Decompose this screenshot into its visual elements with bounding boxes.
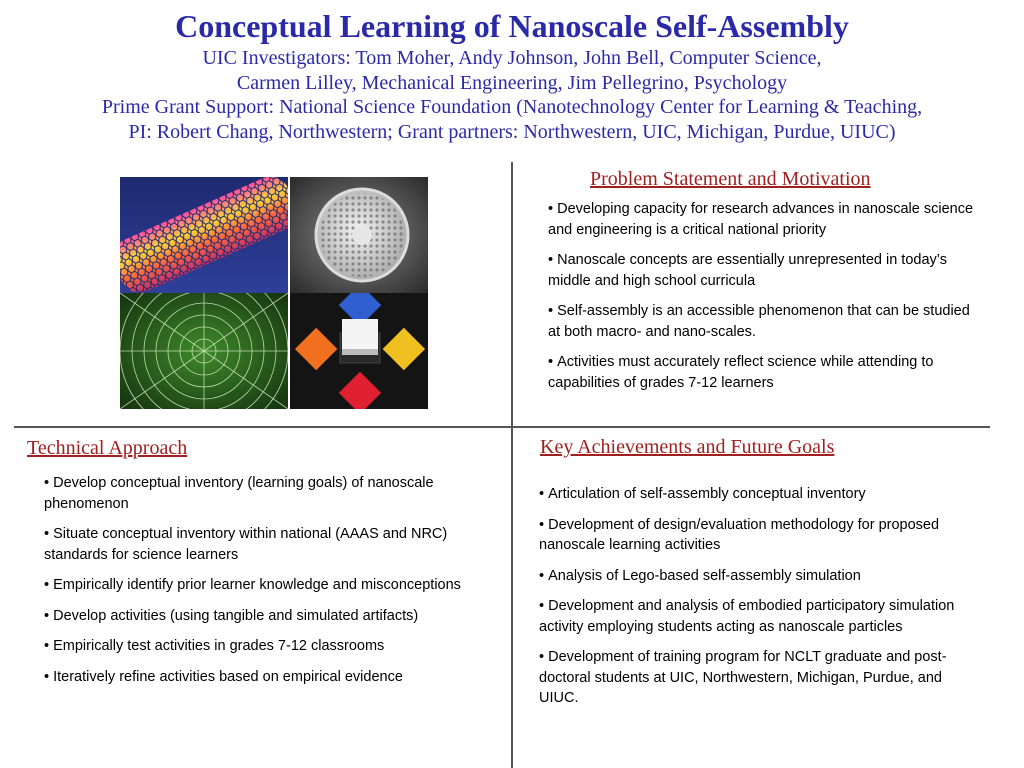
problem-section-title: Problem Statement and Motivation [590, 168, 871, 190]
image-collage [120, 177, 428, 409]
vertical-divider [511, 162, 513, 768]
list-item: • Development of design/evaluation methodology for proposed nanoscale learning activities [539, 515, 969, 556]
achievements-section-title: Key Achievements and Future Goals [540, 436, 835, 458]
grant-support-line-2: PI: Robert Chang, Northwestern; Grant partners: Northwestern, UIC, Michigan, Purdue, UIUC) [128, 120, 896, 143]
colored-blocks-image [290, 293, 428, 409]
list-item: • Situate conceptual inventory within national (AAAS and NRC) standards for science learners [44, 524, 484, 565]
list-item: • Empirically test activities in grades 7-12 classrooms [44, 636, 484, 657]
investigators-line-2: Carmen Lilley, Mechanical Engineering, Jim Pellegrino, Psychology [236, 71, 788, 94]
page-title: Conceptual Learning of Nanoscale Self-Assembly [175, 8, 849, 44]
diatom-image [290, 177, 428, 293]
nanotube-image [120, 177, 288, 293]
list-item: • Analysis of Lego-based self-assembly simulation [539, 566, 969, 587]
list-item: • Development and analysis of embodied participatory simulation activity employing students acting as nanoscale particles [539, 596, 969, 637]
spiderweb-image [120, 293, 288, 409]
list-item: • Development of training program for NCLT graduate and post-doctoral students at UIC, Northwestern, Michigan, Purdue, and UIUC. [539, 647, 969, 709]
list-item: • Iteratively refine activities based on empirical evidence [44, 667, 484, 688]
list-item: • Developing capacity for research advances in nanoscale science and engineering is a critical national priority [548, 199, 973, 240]
list-item: • Empirically identify prior learner knowledge and misconceptions [44, 575, 484, 596]
technical-section-title: Technical Approach [27, 437, 188, 459]
problem-bullet-list [548, 199, 973, 403]
list-item: • Develop conceptual inventory (learning goals) of nanoscale phenomenon [44, 473, 484, 514]
list-item: • Develop activities (using tangible and simulated artifacts) [44, 606, 484, 627]
investigators-line-1: UIC Investigators: Tom Moher, Andy Johnson, John Bell, Computer Science, [202, 47, 822, 69]
grant-support-line-1: Prime Grant Support: National Science Foundation (Nanotechnology Center for Learning & Teaching, [101, 96, 923, 118]
list-item: • Articulation of self-assembly conceptual inventory [539, 484, 969, 505]
technical-bullet-list [44, 473, 484, 697]
header [0, 6, 1024, 144]
list-item: • Activities must accurately reflect science while attending to capabilities of grades 7-12 learners [548, 352, 973, 393]
list-item: • Nanoscale concepts are essentially unrepresented in today’s middle and high school curricula [548, 250, 973, 291]
list-item: • Self-assembly is an accessible phenomenon that can be studied at both macro- and nano-scales. [548, 301, 973, 342]
horizontal-divider [14, 426, 990, 428]
achievements-bullet-list [539, 484, 969, 719]
